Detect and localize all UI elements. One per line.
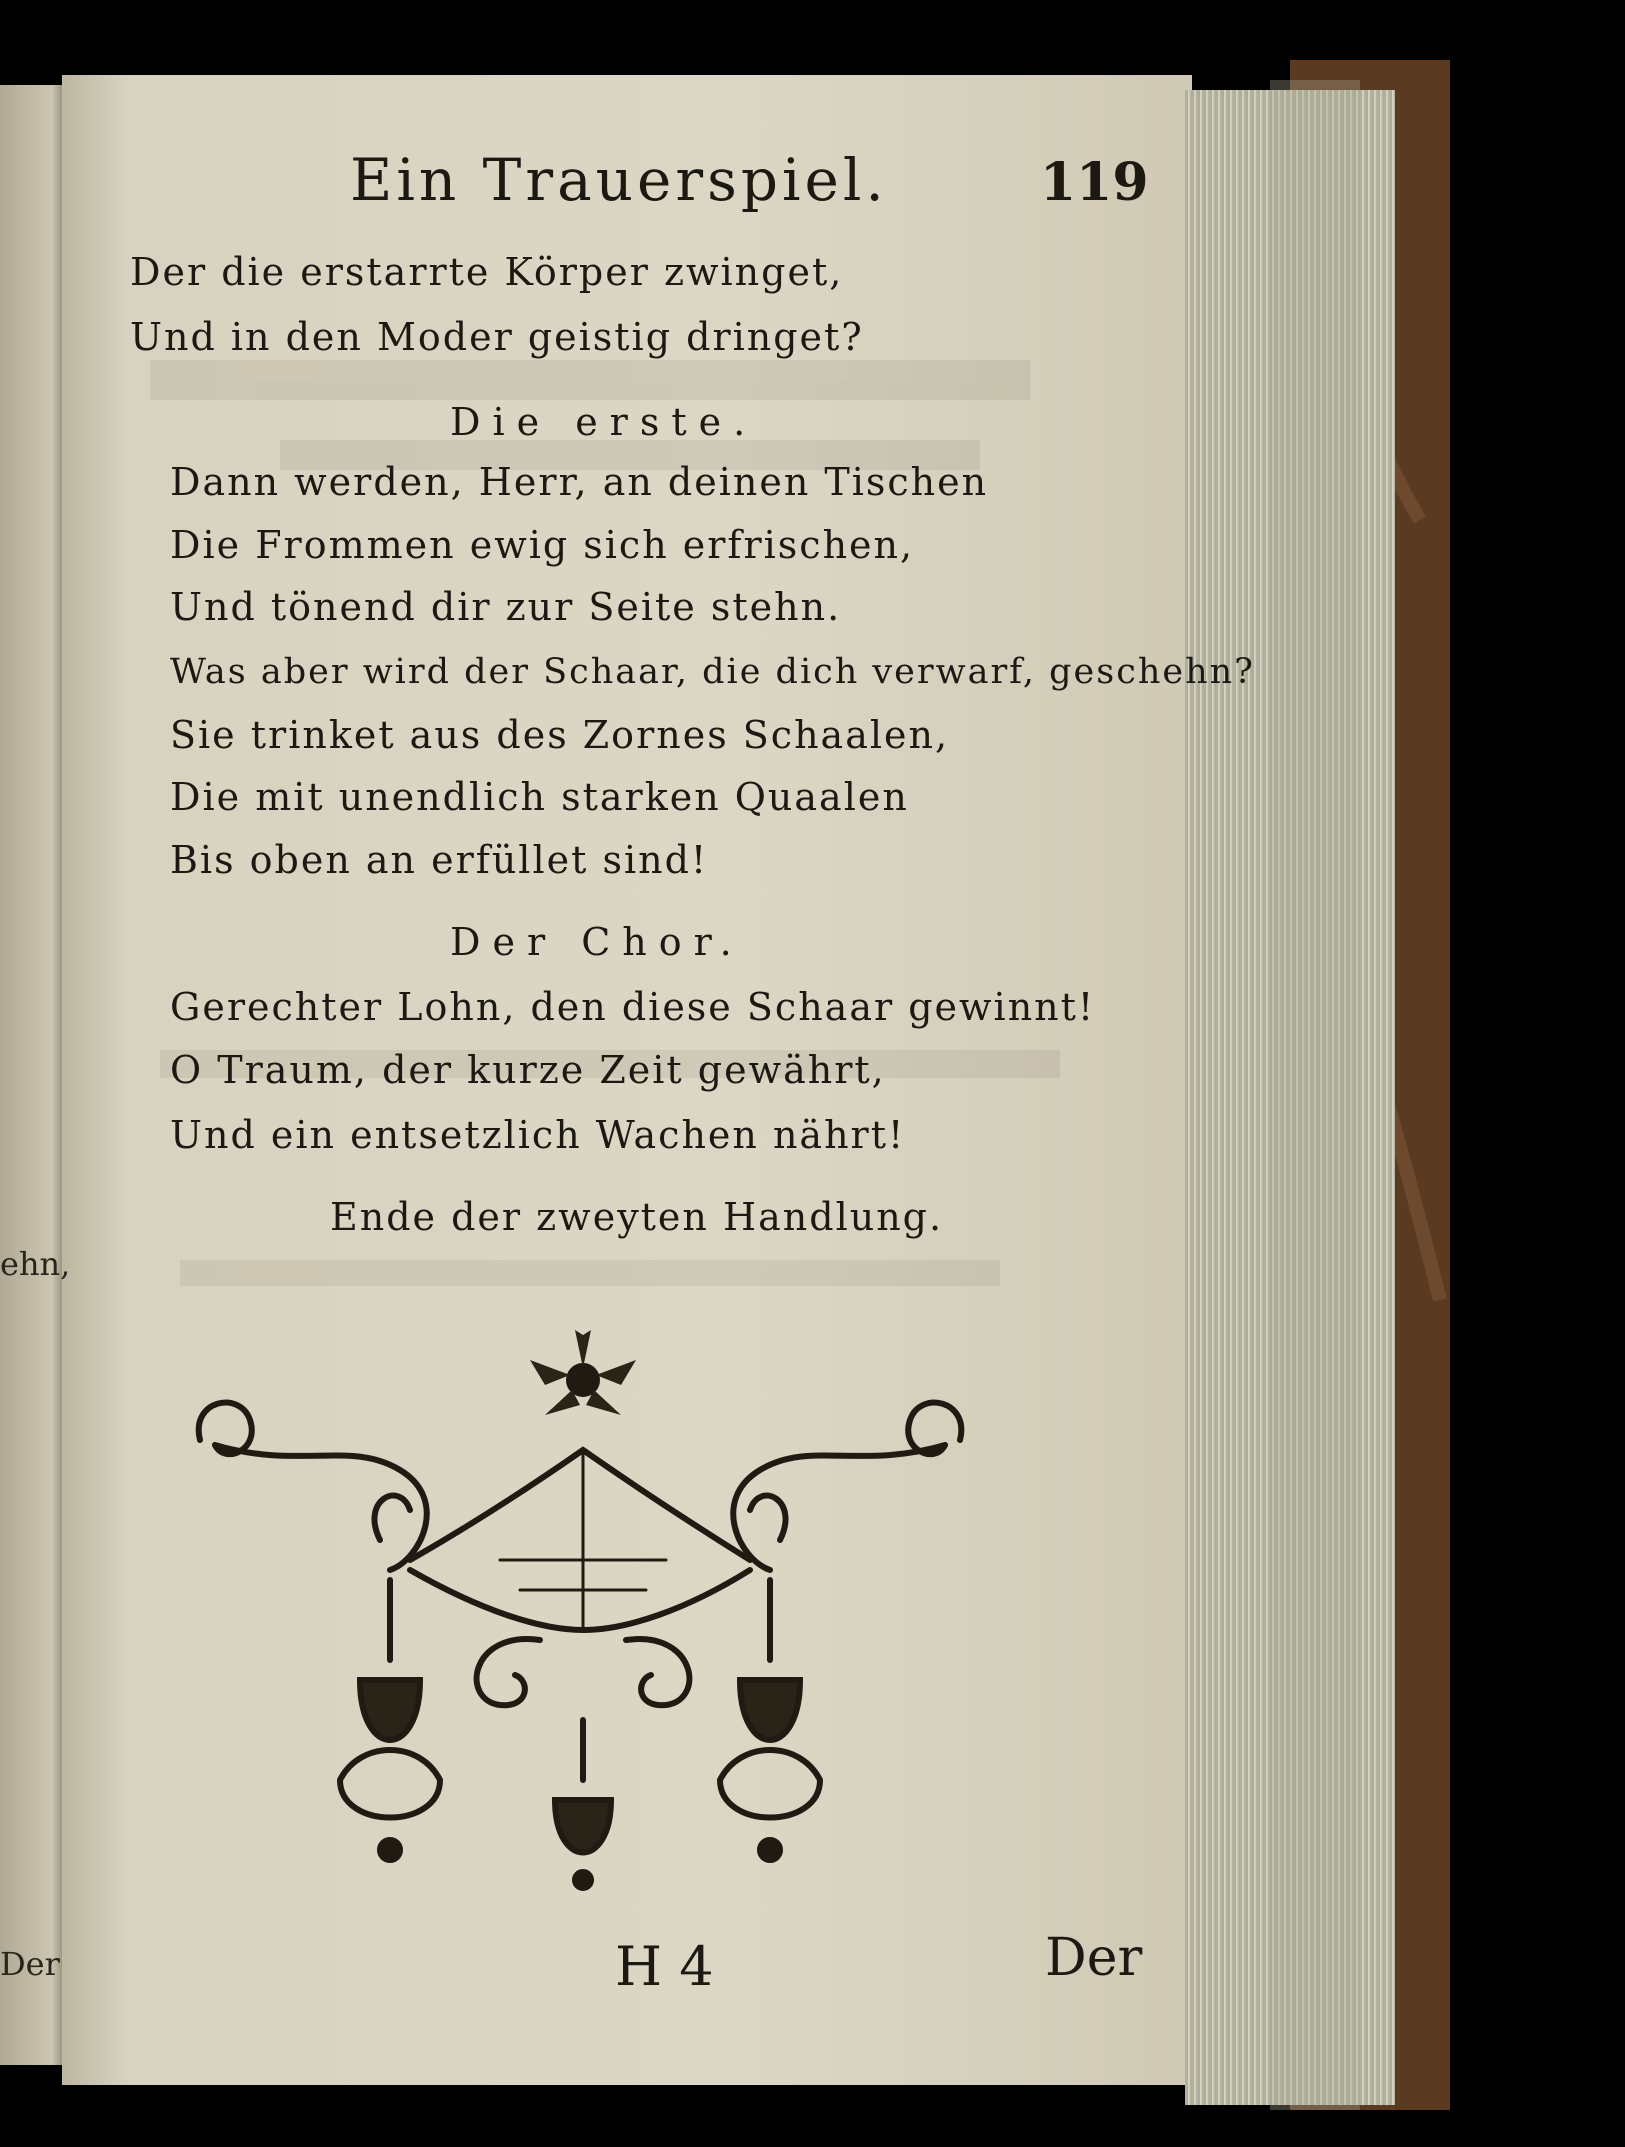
verse-line: Sie trinket aus des Zornes Schaalen, <box>170 713 950 757</box>
signature-mark: H 4 <box>615 1935 714 1998</box>
verse-line: Und tönend dir zur Seite stehn. <box>170 585 842 629</box>
verse-line: O Traum, der kurze Zeit gewährt, <box>170 1048 886 1092</box>
verse-line: Und ein entsetzlich Wachen nährt! <box>170 1113 906 1157</box>
verse-line: Der die erstarrte Körper zwinget, <box>130 250 844 294</box>
verse-line: Dann werden, Herr, an deinen Tischen <box>170 460 989 504</box>
running-head: Ein Trauerspiel. <box>350 146 888 214</box>
verse-line: Die Frommen ewig sich erfrischen, <box>170 523 915 567</box>
verse-line: Gerechter Lohn, den diese Schaar gewinnt! <box>170 985 1096 1029</box>
verse-line: Was aber wird der Schaar, die dich verwarf, geschehn? <box>170 652 1255 692</box>
verse-line: Bis oben an erfüllet sind! <box>170 838 709 882</box>
end-of-act: Ende der zweyten Handlung. <box>330 1195 944 1239</box>
verse-line: Und in den Moder geistig dringet? <box>130 315 864 359</box>
speaker-heading: Die erste. <box>450 400 758 444</box>
speaker-heading: Der Chor. <box>450 920 744 964</box>
left-page-fragment: Der <box>0 1945 60 1983</box>
verse-line: Die mit unendlich starken Quaalen <box>170 775 909 819</box>
catchword: Der <box>1045 1928 1143 1988</box>
page-number: 119 <box>1040 152 1149 213</box>
left-page <box>0 85 65 2065</box>
left-page-fragment: ehn, <box>0 1245 71 1283</box>
